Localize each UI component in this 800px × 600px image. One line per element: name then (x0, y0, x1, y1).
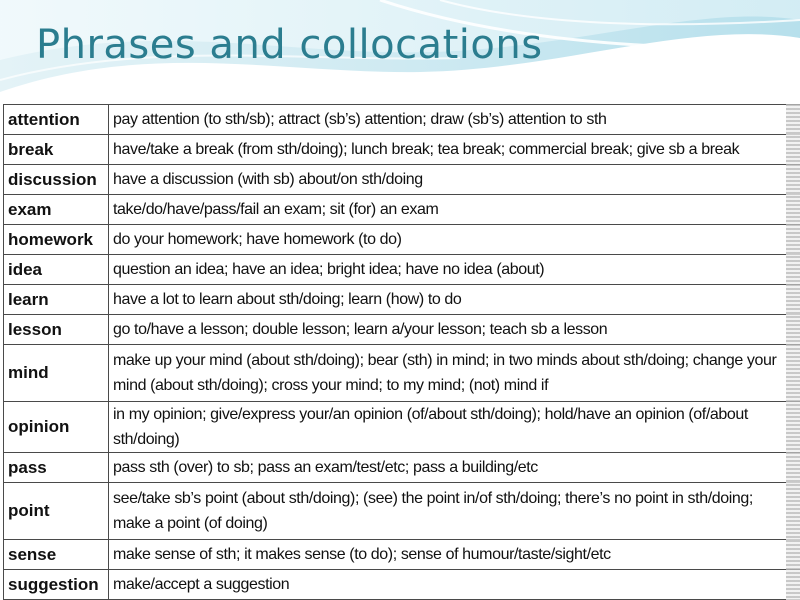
headword-cell: sense (4, 540, 109, 570)
table-row (4, 255, 800, 285)
collocations-cell: do your homework; have homework (to do) (109, 225, 800, 255)
collocations-cell: have/take a break (from sth/doing); lunch break; tea break; commercial break; give sb a break (109, 135, 800, 165)
headword-cell: homework (4, 225, 109, 255)
collocations-cell: make up your mind (about sth/doing); bear (sth) in mind; in two minds about sth/doing; change your mind (about sth/doing); cross your mind; to my mind; (not) mind if (109, 345, 800, 402)
collocations-table-image (0, 104, 800, 600)
table-row (4, 540, 800, 570)
table-row (4, 315, 800, 345)
page-edge-shadow (786, 104, 800, 600)
collocations-cell: have a discussion (with sb) about/on sth/doing (109, 165, 800, 195)
table-row (4, 453, 800, 483)
collocations-cell: make sense of sth; it makes sense (to do); sense of humour/taste/sight/etc (109, 540, 800, 570)
table-row (4, 483, 800, 540)
collocations-cell: have a lot to learn about sth/doing; learn (how) to do (109, 285, 800, 315)
collocations-cell: see/take sb’s point (about sth/doing); (see) the point in/of sth/doing; there’s no point in sth/doing; make a point (of doing) (109, 483, 800, 540)
headword-cell: mind (4, 345, 109, 402)
table-row (4, 195, 800, 225)
headword-cell: opinion (4, 402, 109, 453)
collocations-cell: go to/have a lesson; double lesson; learn a/your lesson; teach sb a lesson (109, 315, 800, 345)
table-row (4, 105, 800, 135)
slide-title: Phrases and collocations (36, 22, 543, 68)
collocations-cell: pass sth (over) to sb; pass an exam/test/etc; pass a building/etc (109, 453, 800, 483)
headword-cell: point (4, 483, 109, 540)
headword-cell: lesson (4, 315, 109, 345)
collocations-cell: take/do/have/pass/fail an exam; sit (for) an exam (109, 195, 800, 225)
collocations-table (3, 104, 800, 600)
table-row (4, 165, 800, 195)
table-row (4, 285, 800, 315)
table-row (4, 225, 800, 255)
collocations-cell: make/accept a suggestion (109, 570, 800, 600)
headword-cell: pass (4, 453, 109, 483)
headword-cell: learn (4, 285, 109, 315)
headword-cell: idea (4, 255, 109, 285)
headword-cell: attention (4, 105, 109, 135)
collocations-cell: pay attention (to sth/sb); attract (sb’s) attention; draw (sb’s) attention to sth (109, 105, 800, 135)
headword-cell: exam (4, 195, 109, 225)
collocations-cell: in my opinion; give/express your/an opinion (of/about sth/doing); hold/have an opinion (of/about sth/doing) (109, 402, 800, 453)
table-row (4, 345, 800, 402)
table-row (4, 570, 800, 600)
table-row (4, 135, 800, 165)
headword-cell: break (4, 135, 109, 165)
table-row (4, 402, 800, 453)
headword-cell: discussion (4, 165, 109, 195)
headword-cell: suggestion (4, 570, 109, 600)
collocations-cell: question an idea; have an idea; bright idea; have no idea (about) (109, 255, 800, 285)
